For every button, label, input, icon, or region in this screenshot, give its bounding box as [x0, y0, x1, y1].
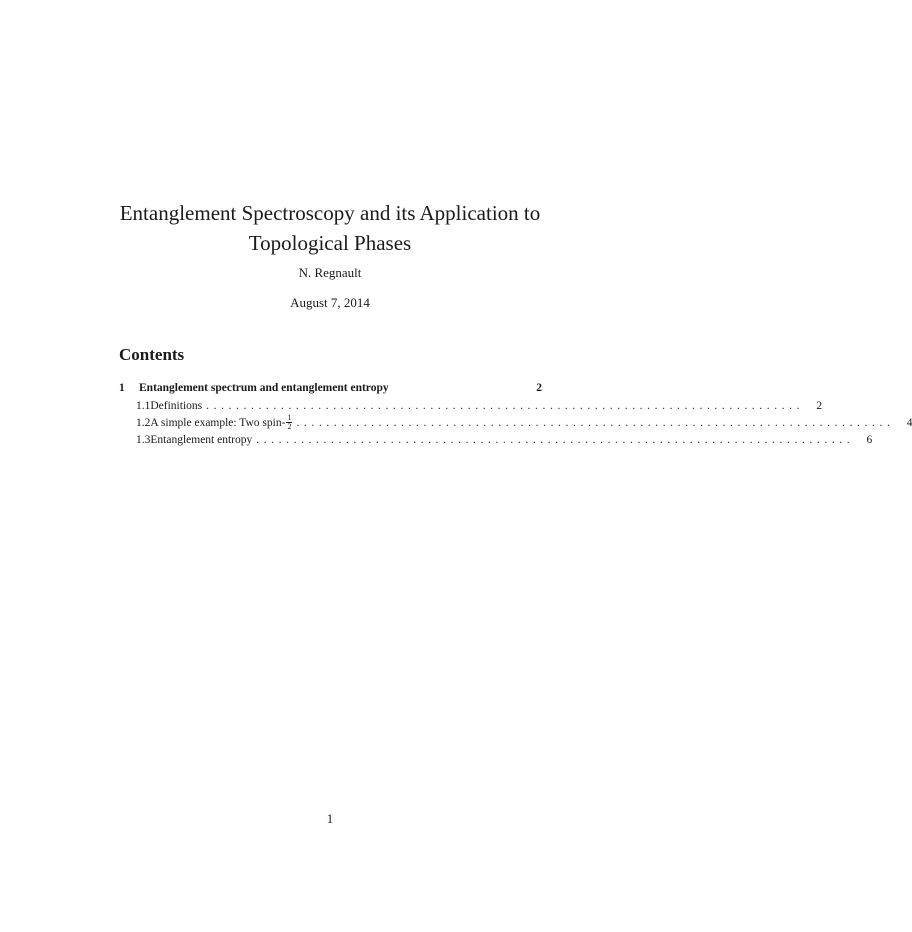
toc-entry-1-1[interactable]	[119, 398, 823, 415]
toc-entry-page: 6	[866, 434, 873, 446]
page-number: 1	[326, 811, 334, 826]
author: N. Regnault	[298, 265, 362, 280]
fraction-denominator: 2	[287, 422, 292, 431]
toc-entry-1[interactable]	[119, 378, 542, 398]
toc-entry-1-2[interactable]	[119, 413, 912, 432]
toc-entry-title-text: A simple example: Two spin-	[150, 417, 286, 430]
table-of-contents	[119, 378, 912, 449]
fraction-numerator: 1	[287, 413, 292, 422]
toc-entry-number: 1.2	[136, 417, 151, 430]
toc-entry-page: 2	[816, 400, 823, 412]
toc-entry-1-3[interactable]	[119, 432, 873, 449]
toc-entry-number: 1.1	[136, 400, 151, 412]
toc-leader: ................................................................................	[206, 400, 805, 412]
toc-entry-title: Definitions	[150, 400, 203, 412]
toc-entry-title: Entanglement entropy	[150, 434, 253, 446]
toc-entry-title	[150, 415, 292, 432]
contents-heading: Contents	[119, 345, 185, 364]
paper-title-line-1: Entanglement Spectroscopy and its Application to	[119, 201, 541, 225]
toc-entry-page: 4	[906, 417, 912, 430]
toc-entry-page: 2	[536, 382, 542, 394]
toc-leader: ................................................................................	[296, 417, 895, 430]
toc-leader: ................................................................................	[256, 434, 855, 446]
one-half-fraction	[286, 414, 292, 431]
toc-entry-number: 1	[119, 382, 125, 394]
paper-title-line-2: Topological Phases	[248, 231, 412, 255]
paper-title	[0, 198, 660, 258]
toc-entry-number: 1.3	[136, 434, 151, 446]
date: August 7, 2014	[290, 295, 370, 310]
toc-entry-title: Entanglement spectrum and entanglement entropy	[139, 382, 389, 394]
